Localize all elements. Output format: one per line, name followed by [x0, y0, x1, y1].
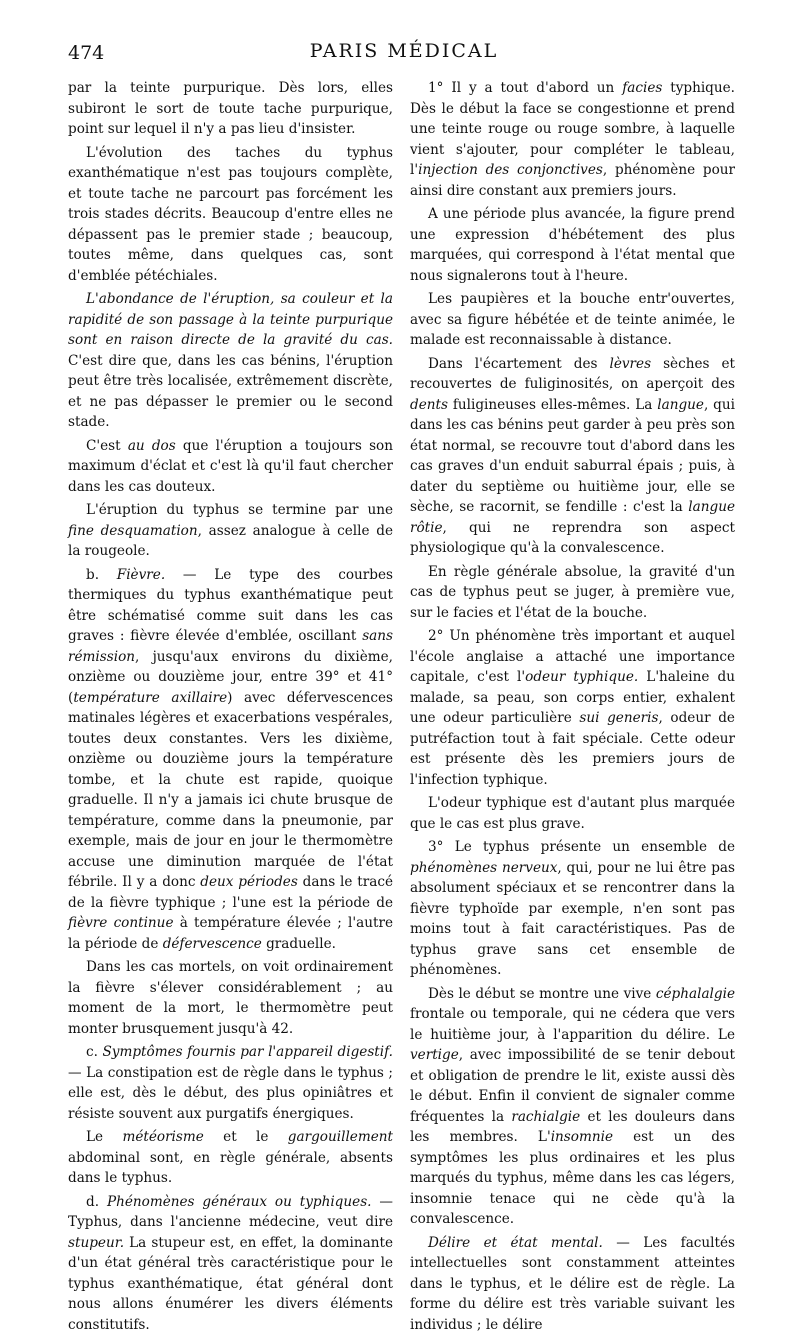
text-run: , avec impossibilité de se tenir debout et obligation de prendre le lit, existe aussi dès le début. Enfin il convient de signaler comme fréquentes la [410, 1047, 735, 1125]
italic-text: dents [410, 397, 448, 413]
text-run: — Le type des courbes thermiques du typhus exanthématique peut être schématisé comme suit dans les cas graves : fièvre élevée d'emblée, oscillant [68, 567, 393, 645]
text-run: , qui dans les cas bénins peut garder à peu près son état normal, se recouvre tout d'abord dans les cas graves d'un enduit saburral épais ; puis, à dater du septième ou huitième jour, elle se sèche, se racornit, se fendille : c'est la [410, 397, 735, 516]
paragraph [68, 1192, 393, 1335]
paragraph [68, 565, 393, 955]
text-run: abdominal sont, en règle générale, absents dans le typhus. [68, 1150, 393, 1187]
text-run: sèches et recouvertes de fuliginosités, on aperçoit des [410, 356, 735, 393]
text-run: L'éruption du typhus se termine par une [86, 502, 393, 518]
text-run: Dès le début se montre une vive [428, 986, 656, 1002]
italic-text: phénomènes nerveux [410, 860, 557, 876]
paragraph [68, 289, 393, 433]
text-run: que l'éruption a toujours son maximum d'éclat et c'est là qu'il faut chercher dans les cas douteux. [68, 438, 393, 495]
text-run: fuligineuses elles-mêmes. La [448, 397, 657, 413]
italic-text: sui generis [579, 710, 658, 726]
text-run: — Les facultés intellectuelles sont constamment atteintes dans le typhus, et le délire est de règle. La forme du délire est très variable suivant les individus ; le délire [410, 1235, 735, 1333]
italic-text: L'abondance de l'éruption, sa couleur et la rapidité de son passage à la teinte purpurique sont en raison directe de la gravité du cas. [68, 291, 393, 348]
paragraph [68, 1042, 393, 1124]
italic-text: deux périodes [200, 874, 298, 890]
text-run: C'est [86, 438, 128, 454]
paragraph [410, 354, 735, 559]
text-run: 2° Un phénomène très important et auquel l'école anglaise a attaché une importance capitale, c'est l' [410, 628, 735, 685]
italic-text: au dos [128, 438, 176, 454]
text-run: , assez analogue à celle de la rougeole. [68, 523, 393, 560]
italic-text: température axillaire [73, 690, 227, 706]
paragraph [410, 793, 735, 834]
italic-text: facies [622, 80, 662, 96]
text-run: L'odeur typhique est d'autant plus marquée que le cas est plus grave. [410, 795, 735, 832]
italic-text: fièvre continue [68, 915, 173, 931]
italic-text: céphalalgie [656, 986, 735, 1002]
italic-text: rachialgie [511, 1109, 580, 1125]
text-run: , qui ne reprendra son aspect physiologique qu'à la convalescence. [410, 520, 735, 557]
paragraph [410, 78, 735, 201]
paragraph [68, 78, 393, 140]
text-run: A une période plus avancée, la figure prend une expression d'hébétement des plus marquées, qui correspond à l'état mental que nous signalerons tout à l'heure. [410, 206, 735, 284]
italic-text: injection des conjonctives [418, 162, 603, 178]
paragraph [68, 500, 393, 562]
italic-text: sans rémission [68, 628, 393, 665]
text-run: Dans les cas mortels, on voit ordinairement la fièvre s'élever considérablement ; au moment de la mort, le thermomètre peut monter brusquement jusqu'à 42. [68, 959, 393, 1037]
italic-text: odeur typhique. [525, 669, 638, 685]
right-column [410, 78, 735, 1335]
text-run: L'évolution des taches du typhus exanthématique n'est pas toujours complète, et toute tache ne parcourt pas forcément les trois stades décrits. Beaucoup d'entre elles ne dépassent pas le premier stade ; beaucoup, toutes même, dans quelques cas, sont d'emblée pétéchiales. [68, 145, 393, 284]
text-run: ) avec défervescences matinales légères et exacerbations vespérales, toutes deux constantes. Vers les dixième, onzième ou douzième jours la température tombe, et la chute est rapide, quoique graduelle. Il n'y a jamais ici chute brusque de température, comme dans la pneumonie, par exemple, mais de jour en jour le thermomètre accuse une diminution marquée de l'état fébrile. Il y a donc [68, 690, 393, 891]
text-run: 3° Le typhus présente un ensemble de [428, 839, 735, 855]
paragraph [68, 1127, 393, 1189]
italic-text: lèvres [609, 356, 651, 372]
text-run: frontale ou temporale, qui ne cédera que vers le huitième jour, à l'apparition du délire. Le [410, 1006, 735, 1043]
italic-text: langue [657, 397, 704, 413]
italic-text: défervescence [163, 936, 262, 952]
text-run: La stupeur est, en effet, la dominante d'un état général très caractéristique pour le typhus exanthématique, état général dont nous allons énumérer les divers éléments constitutifs. [68, 1235, 393, 1333]
italic-text: stupeur. [68, 1235, 124, 1251]
text-run: c. [86, 1044, 102, 1060]
paragraph [68, 143, 393, 287]
text-run: 1° Il y a tout d'abord un [428, 80, 622, 96]
text-run: graduelle. [262, 936, 336, 952]
text-run: L'haleine du malade, sa peau, son corps entier, exhalent une odeur particulière [410, 669, 735, 726]
text-run: , odeur de putréfaction tout à fait spéciale. Cette odeur est présente dès les premiers jours de l'infection typhique. [410, 710, 735, 788]
text-run: typhique. Dès le début la face se congestionne et prend une teinte rouge ou rouge sombre, à laquelle vient s'ajouter, pour compléter le tableau, l' [410, 80, 735, 178]
text-run: Dans l'écartement des [428, 356, 609, 372]
left-column [68, 78, 393, 1335]
paragraph [410, 837, 735, 981]
text-run: — La constipation est de règle dans le typhus ; elle est, dès le début, des plus opiniâtres et résiste souvent aux purgatifs énergiques. [68, 1065, 393, 1122]
paragraph [410, 204, 735, 286]
paragraph [68, 436, 393, 498]
text-run: — Typhus, dans l'ancienne médecine, veut dire [68, 1194, 393, 1231]
running-title: PARIS MÉDICAL [68, 40, 740, 62]
italic-text: Fièvre. [117, 567, 165, 583]
text-run: est un des symptômes les plus ordinaires et les plus marqués du typhus, même dans les cas légers, insomnie tenace qui ne cède qu'à la convalescence. [410, 1129, 735, 1227]
paragraph [410, 626, 735, 790]
text-run: b. [86, 567, 117, 583]
text-run: C'est dire que, dans les cas bénins, l'éruption peut être très localisée, extrêmement discrète, et ne pas dépasser le premier ou le second stade. [68, 353, 393, 431]
text-run: , jusqu'aux environs du dixième, onzième ou douzième jour, entre 39° et 41° ( [68, 649, 393, 706]
italic-text: gargouillement [288, 1129, 393, 1145]
paragraph [68, 957, 393, 1039]
text-run: , phénomène pour ainsi dire constant aux premiers jours. [410, 162, 735, 199]
text-run: Les paupières et la bouche entr'ouvertes, avec sa figure hébétée et de teinte animée, le malade est reconnaissable à distance. [410, 291, 735, 348]
text-run: à température élevée ; l'autre la période de [68, 915, 393, 952]
text-run: , qui, pour ne lui être pas absolument spéciaux et se rencontrer dans la fièvre typhoïde par exemple, n'en sont pas moins tout à fait caractéristiques. Pas de typhus grave sans cet ensemble de phénomènes. [410, 860, 735, 979]
text-run: Le [86, 1129, 122, 1145]
italic-text: météorisme [122, 1129, 203, 1145]
text-run: En règle générale absolue, la gravité d'un cas de typhus peut se juger, à première vue, sur le facies et l'état de la bouche. [410, 564, 735, 621]
italic-text: Phénomènes généraux ou typhiques. [107, 1194, 372, 1210]
italic-text: langue rôtie [410, 499, 735, 536]
italic-text: vertige [410, 1047, 459, 1063]
italic-text: insomnie [551, 1129, 613, 1145]
italic-text: fine desquamation [68, 523, 198, 539]
page-number: 474 [68, 42, 104, 64]
text-run: d. [86, 1194, 107, 1210]
text-run: et les douleurs dans les membres. L' [410, 1109, 735, 1146]
italic-text: Symptômes fournis par l'appareil digestif. [102, 1044, 393, 1060]
italic-text: Délire et état mental. [428, 1235, 603, 1251]
paragraph [410, 1233, 735, 1335]
page-header [68, 40, 740, 70]
paragraph [410, 984, 735, 1230]
paragraph [410, 562, 735, 624]
text-run: par la teinte purpurique. Dès lors, elles subiront le sort de toute tache purpurique, point sur lequel il n'y a pas lieu d'insister. [68, 80, 393, 137]
text-run: et le [204, 1129, 288, 1145]
text-run: dans le tracé de la fièvre typhique ; l'une est la période de [68, 874, 393, 911]
paragraph [410, 289, 735, 351]
